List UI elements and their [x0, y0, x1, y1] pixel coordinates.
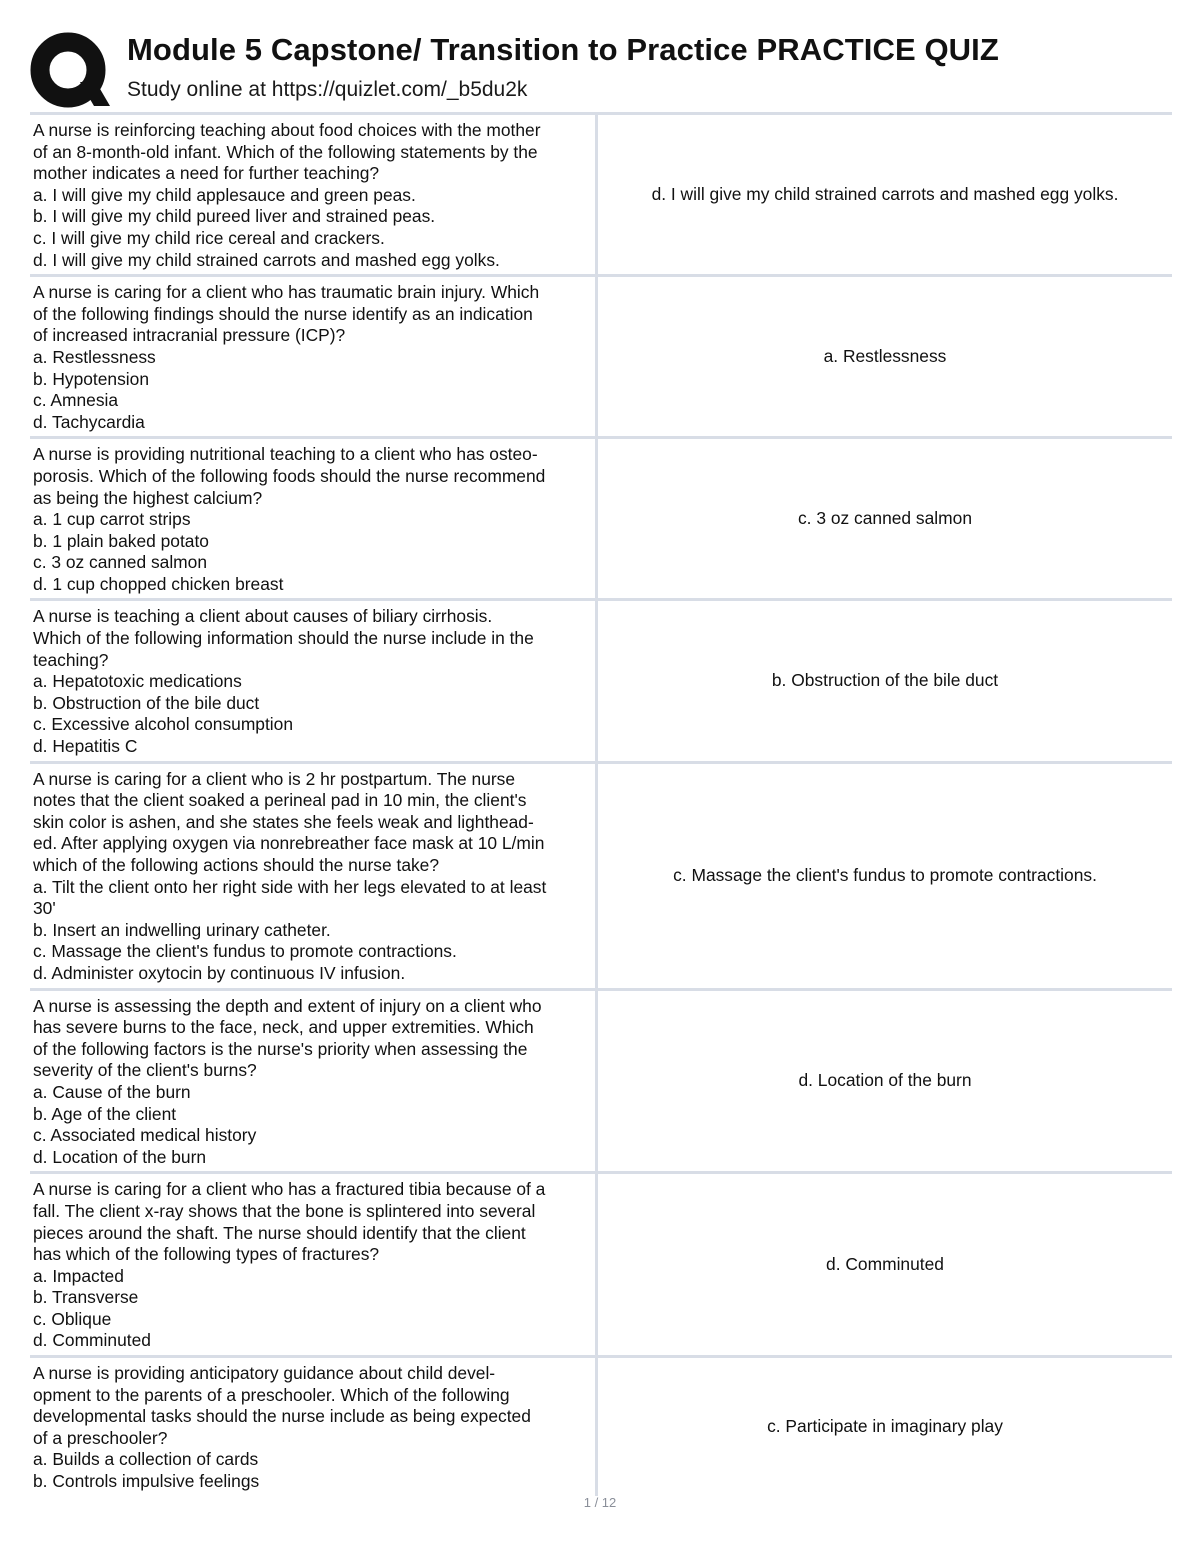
term-text-line: Which of the following information should the nurse include in the [33, 628, 534, 649]
flashcard-definition [598, 439, 1172, 598]
flashcard-term [30, 1358, 598, 1496]
term-text-line: d. Hepatitis C [33, 736, 138, 757]
term-text-line: c. Excessive alcohol consumption [33, 714, 294, 735]
flashcard-row [30, 761, 1172, 988]
term-text-line: A nurse is reinforcing teaching about food choices with the mother [33, 120, 541, 140]
flashcard-term [30, 1174, 598, 1355]
term-text-line: A nurse is providing nutritional teaching to a client who has osteo- [33, 444, 538, 465]
term-text-line: b. Transverse [33, 1287, 139, 1308]
term-text-line: severity of the client's burns? [33, 1060, 257, 1081]
term-text-line: b. Hypotension [33, 368, 150, 389]
term-text-line: A nurse is providing anticipatory guidance about child devel- [33, 1363, 496, 1384]
flashcard-row [30, 436, 1172, 598]
flashcard-definition [598, 115, 1172, 274]
flashcard-row [30, 274, 1172, 436]
term-text-line: A nurse is caring for a client who has a fractured tibia because of a [33, 1179, 546, 1200]
term-text-line: c. Associated medical history [33, 1125, 257, 1146]
term-text-line: notes that the client soaked a perineal pad in 10 min, the client's [33, 790, 527, 811]
definition-text: a. Restlessness [823, 345, 947, 366]
flashcard-row [30, 1171, 1172, 1355]
term-text-line: which of the following actions should the nurse take? [33, 855, 440, 875]
flashcard-definition [598, 601, 1172, 760]
term-text-line: a. I will give my child applesauce and green peas. [33, 184, 416, 205]
term-text-line: of the following findings should the nurse identify as an indication [33, 303, 533, 324]
flashcard-term [30, 601, 598, 760]
term-text-line: A nurse is teaching a client about causes of biliary cirrhosis. [33, 606, 493, 627]
term-text-line: a. Builds a collection of cards [33, 1449, 259, 1470]
flashcard-row [30, 1355, 1172, 1496]
term-text-line: A nurse is caring for a client who is 2 hr postpartum. The nurse [33, 768, 516, 789]
term-text-line: opment to the parents of a preschooler. Which of the following [33, 1384, 510, 1405]
term-text-line: of an 8-month-old infant. Which of the following statements by the [33, 141, 538, 162]
term-text-line: A nurse is caring for a client who has traumatic brain injury. Which [33, 282, 540, 303]
term-text-line: d. Comminuted [33, 1330, 151, 1351]
definition-text: c. Massage the client's fundus to promote contractions. [673, 864, 1097, 885]
term-text-line: A nurse is assessing the depth and extent of injury on a client who [33, 995, 542, 1016]
flashcard-row [30, 598, 1172, 760]
flashcard-definition [598, 991, 1172, 1172]
term-text-line: b. I will give my child pureed liver and strained peas. [33, 206, 436, 227]
term-text-line: fall. The client x-ray shows that the bone is splintered into several [33, 1200, 536, 1221]
flashcard-term [30, 115, 598, 274]
flashcard-row [30, 112, 1172, 274]
definition-text: b. Obstruction of the bile duct [771, 670, 999, 691]
term-text-line: d. I will give my child strained carrots and mashed egg yolks. [33, 249, 500, 270]
flashcard-term [30, 991, 598, 1172]
term-text-line: porosis. Which of the following foods should the nurse recommend [33, 465, 546, 486]
study-online-link[interactable]: Study online at https://quizlet.com/_b5du2k [127, 78, 528, 101]
definition-text: d. Comminuted [826, 1253, 944, 1274]
definition-text: d. I will give my child strained carrots and mashed egg yolks. [651, 183, 1119, 204]
term-text-line: c. I will give my child rice cereal and crackers. [33, 227, 385, 248]
definition-text: c. Participate in imaginary play [767, 1416, 1003, 1437]
definition-text: c. 3 oz canned salmon [797, 508, 972, 529]
term-text-line: has severe burns to the face, neck, and upper extremities. Which [33, 1017, 534, 1038]
flashcard-term [30, 277, 598, 436]
term-text-line: ed. After applying oxygen via nonrebreather face mask at 10 L/min [33, 833, 545, 854]
term-text-line: b. Insert an indwelling urinary catheter. [33, 919, 331, 940]
flashcard-definition [598, 764, 1172, 988]
page-number: 1 / 12 [583, 1495, 617, 1510]
term-text-line: c. Amnesia [33, 390, 119, 411]
term-text-line: a. Cause of the burn [33, 1081, 191, 1102]
term-text-line: d. Administer oxytocin by continuous IV infusion. [33, 962, 406, 983]
term-text-line: developmental tasks should the nurse include as being expected [33, 1406, 531, 1427]
term-text-line: a. Restlessness [33, 346, 156, 367]
term-text-line: a. Tilt the client onto her right side with her legs elevated to at least [33, 876, 547, 897]
term-text-line: 30' [33, 898, 56, 919]
quizlet-q-logo-icon [30, 32, 110, 112]
term-text-line: b. Obstruction of the bile duct [33, 692, 260, 713]
term-text-line: c. Massage the client's fundus to promote contractions. [33, 941, 457, 962]
term-text-line: b. 1 plain baked potato [33, 530, 209, 551]
term-text-line: b. Age of the client [33, 1103, 177, 1124]
flashcard-definition [598, 1358, 1172, 1496]
flashcard-definition [598, 1174, 1172, 1355]
term-text-line: a. Impacted [33, 1265, 124, 1286]
term-text-line: has which of the following types of fractures? [33, 1244, 380, 1265]
term-text-line: d. 1 cup chopped chicken breast [33, 573, 284, 594]
term-text-line: d. Tachycardia [33, 411, 145, 432]
term-text-line: teaching? [33, 649, 109, 670]
term-text-line: of increased intracranial pressure (ICP)? [33, 325, 346, 346]
term-text-line: a. Hepatotoxic medications [33, 671, 242, 692]
term-text-line: skin color is ashen, and she states she feels weak and lighthead- [33, 811, 534, 832]
flashcard-term [30, 439, 598, 598]
term-text-line: c. 3 oz canned salmon [33, 552, 208, 573]
term-text-line: pieces around the shaft. The nurse should identify that the client [33, 1222, 526, 1243]
term-text-line: mother indicates a need for further teaching? [33, 163, 380, 184]
term-text-line: of a preschooler? [33, 1427, 168, 1448]
term-text-line: b. Controls impulsive feelings [33, 1471, 260, 1492]
definition-text: d. Location of the burn [798, 1070, 972, 1091]
flashcard-definition [598, 277, 1172, 436]
term-text-line: of the following factors is the nurse's priority when assessing the [33, 1038, 528, 1059]
term-text-line: c. Oblique [33, 1308, 112, 1329]
page-title: Module 5 Capstone/ Transition to Practice PRACTICE QUIZ [127, 32, 999, 67]
term-text-line: a. 1 cup carrot strips [33, 509, 191, 530]
term-text-line: d. Location of the burn [33, 1146, 207, 1167]
flashcard-list [30, 112, 1172, 1496]
document-header [30, 28, 1172, 108]
flashcard-term [30, 764, 598, 988]
term-text-line: as being the highest calcium? [33, 487, 263, 508]
flashcard-row [30, 988, 1172, 1172]
